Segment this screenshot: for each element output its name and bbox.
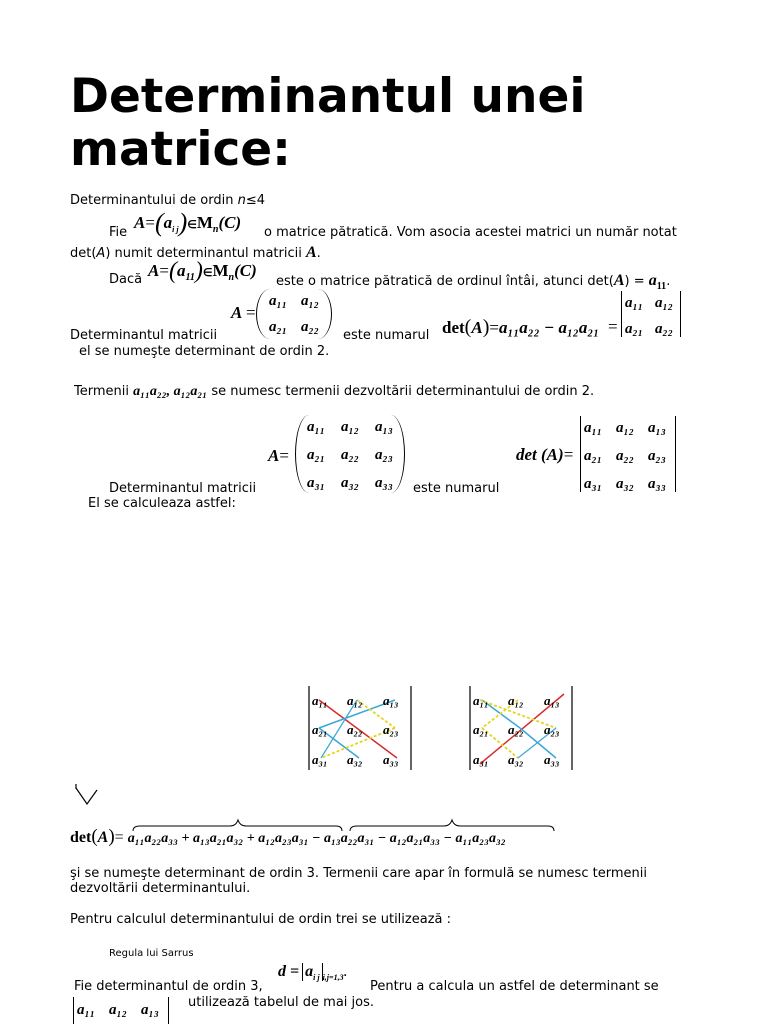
eq-sign: =: [246, 303, 256, 322]
p8: El se calculeaza astfel:: [88, 496, 236, 511]
formula-A-def: $A=(a_{i j})\in M_n(C)$: [134, 208, 242, 237]
p13-b: Pentru a calcula un astfel de determinant se: [370, 979, 659, 994]
det3-expansion: det(A)= a₁₁a₂₂a₃₃ + a₁₃a₂₁a₃₂ + a₁₂a₂₃a₃₁ − a₁₃a₂₂a₃₁ − a₁₂a₂₁a₃₃ − a₁₁a₂₃a₃₂: [70, 826, 506, 847]
svg-text:a₁₃: a₁₃: [544, 693, 560, 708]
p2: det(A) numit determinantul matricii A.: [70, 244, 321, 261]
detA3-label: det (A)=: [516, 445, 574, 464]
det2-formula: det(A)=a₁₁a₂₂ − a₁₂a₂₁: [442, 316, 600, 338]
svg-text:a₂₂: a₂₂: [508, 722, 524, 737]
svg-text:a₁₂: a₁₂: [508, 693, 524, 708]
sarrus-table-partial: a₁₁ a₁₂ a₁₃: [73, 997, 169, 1024]
determinant-3x3: a₁₁ a₁₂ a₁₃ a₂₁ a₂₂ a₂₃ a₃₁ a₃₂ a₃₃: [580, 416, 676, 492]
p7-b: este numarul: [413, 481, 500, 496]
p4-b: este numarul: [343, 328, 430, 343]
svg-text:a₃₁: a₃₁: [473, 752, 489, 767]
p3-daca: Dacă: [109, 272, 143, 287]
svg-text:a₃₂: a₃₂: [508, 752, 524, 767]
p12-sarrus-heading: Regula lui Sarrus: [109, 948, 194, 959]
p9: şi se numeşte determinant de ordin 3. Termenii care apar în formulă se numesc termenii: [70, 866, 647, 881]
svg-text:a₃₃: a₃₃: [383, 752, 399, 767]
p13-a: Fie determinantul de ordin 3,: [74, 979, 263, 994]
check-mark-icon: [73, 782, 101, 808]
page-title: Determinantul unei matrice:: [70, 69, 586, 177]
p10: dezvoltării determinantului.: [70, 881, 251, 896]
A-label-2: A: [231, 303, 243, 322]
svg-text:a₃₁: a₃₁: [312, 752, 328, 767]
svg-text:a₁₂: a₁₂: [347, 693, 363, 708]
matrix-3x3: a₁₁ a₁₂ a₁₃ a₂₁ a₂₂ a₂₃ a₃₁ a₃₂ a₃₃: [295, 415, 405, 493]
p5: el se numeşte determinant de ordin 2.: [79, 344, 330, 359]
matrix-2x2: a₁₁ a₁₂ a₂₁ a₂₂: [256, 289, 332, 339]
p1-rest: o matrice pătratică. Vom asocia acestei matrici un număr notat: [264, 225, 677, 240]
p4-a: Determinantul matricii: [70, 328, 218, 343]
svg-text:a₂₃: a₂₃: [383, 722, 399, 737]
p11: Pentru calculul determinantului de ordin trei se utilizează :: [70, 912, 451, 927]
d-formula: $d = a_{i j}$ $_{i,j=1,3}$.: [278, 963, 348, 982]
sarrus-diagram-minus: [468, 686, 574, 770]
p1-fie: Fie: [109, 225, 128, 240]
p14: utilizează tabelul de mai jos.: [188, 995, 375, 1010]
A-label-3: A=: [268, 446, 289, 465]
subtitle-var: n: [237, 193, 246, 208]
p7-a: Determinantul matricii: [109, 481, 257, 496]
svg-text:a₁₁: a₁₁: [473, 693, 489, 708]
svg-text:a₂₁: a₂₁: [473, 722, 489, 737]
formula-A-order1: $A=(a_{11})\in M_n(C)$: [148, 258, 257, 284]
subtitle: [70, 193, 265, 209]
sarrus-diagram-plus: [307, 686, 413, 770]
p6: Termenii a₁₁a₂₂, a₁₂a₂₁ se numesc termenii dezvoltării determinantului de ordin 2.: [74, 384, 595, 399]
svg-text:a₂₂: a₂₂: [347, 722, 363, 737]
subtitle-suffix: ≤4: [245, 193, 265, 208]
sarrus1-a11: a₁₁: [312, 693, 328, 708]
svg-text:a₃₃: a₃₃: [544, 752, 560, 767]
svg-text:a₃₂: a₃₂: [347, 752, 363, 767]
eq-sign-2: =: [608, 317, 618, 336]
svg-text:a₂₁: a₂₁: [312, 722, 328, 737]
determinant-2x2: a₁₁ a₁₂ a₂₁ a₂₂: [621, 291, 681, 337]
svg-text:a₁₃: a₁₃: [383, 693, 399, 708]
subtitle-prefix: Determinantului de ordin: [70, 193, 234, 208]
p3-rest: este o matrice pătratică de ordinul întâi, atunci $\det(A) = a_{11}$.: [276, 272, 671, 292]
svg-text:a₂₃: a₂₃: [544, 722, 560, 737]
